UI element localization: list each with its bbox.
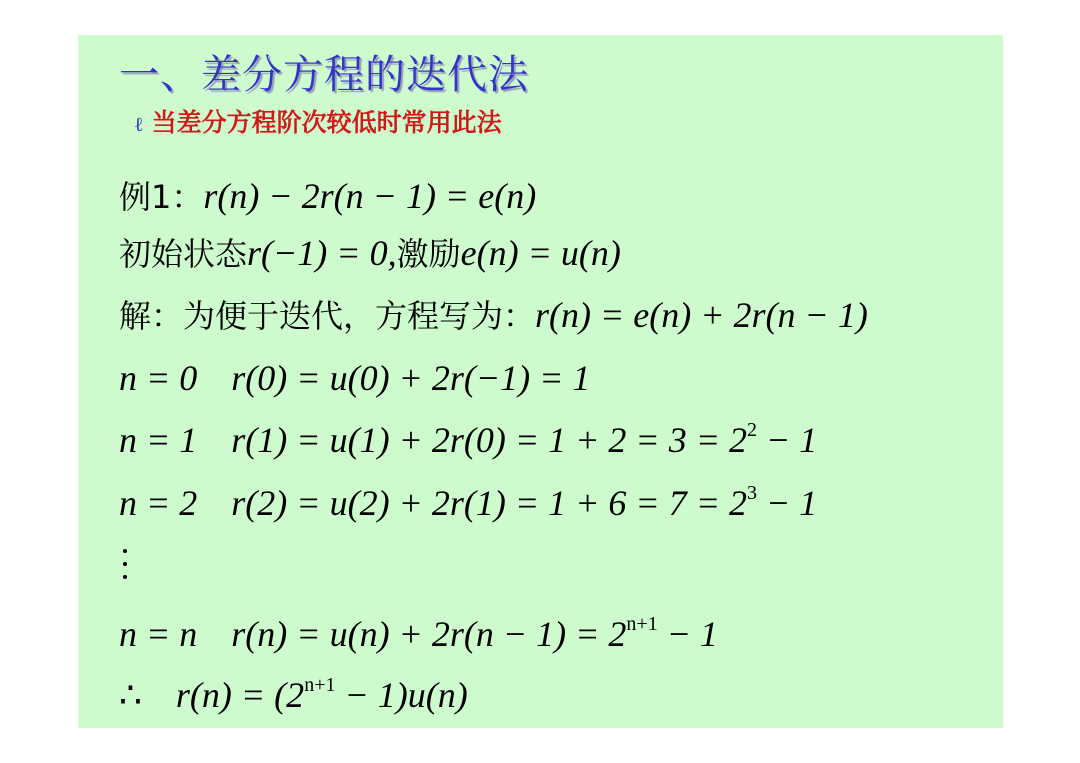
- conclusion-expr-a: r(n) = (2: [175, 675, 305, 715]
- excite-label: 激励: [396, 235, 461, 273]
- step-line-1: [119, 419, 818, 460]
- solution-equation: r(n) = e(n) + 2r(n − 1): [535, 295, 868, 335]
- example-equation: r(n) − 2r(n − 1) = e(n): [203, 176, 537, 216]
- step-line-2: [119, 482, 818, 523]
- slide-title: 一、差分方程的迭代法: [119, 52, 529, 98]
- bullet-icon: ℓ: [134, 112, 144, 136]
- step-line-0: [119, 360, 590, 396]
- step-n: n = 2: [119, 483, 198, 523]
- step-n: n = 1: [119, 420, 198, 460]
- step-exponent: 3: [747, 482, 758, 504]
- init-label: 初始状态: [119, 235, 248, 273]
- conclusion-expr-b: − 1)u(n): [335, 675, 468, 715]
- subtitle-text: 当差分方程阶次较低时常用此法: [151, 108, 502, 137]
- example-label: 例1：: [119, 178, 204, 216]
- subtitle-line: [134, 103, 502, 139]
- step-n: n = n: [119, 614, 198, 654]
- step-tail: − 1: [757, 420, 818, 460]
- step-expr: r(n) = u(n) + 2r(n − 1) = 2: [231, 614, 627, 654]
- step-exponent: 2: [747, 419, 758, 441]
- therefore-symbol: ∴: [119, 675, 142, 715]
- slide-panel: [78, 35, 1003, 728]
- conditions-line: [119, 235, 621, 271]
- step-line-3: [119, 613, 718, 654]
- step-expr: r(0) = u(0) + 2r(−1) = 1: [231, 358, 591, 398]
- conclusion-exponent: n+1: [304, 674, 336, 696]
- step-tail: − 1: [657, 614, 718, 654]
- vertical-ellipsis-icon: [122, 547, 128, 583]
- step-expr: r(2) = u(2) + 2r(1) = 1 + 6 = 7 = 2: [231, 483, 748, 523]
- step-n: n = 0: [119, 358, 198, 398]
- solution-label: 解：为便于迭代，方程写为：: [119, 297, 536, 335]
- init-value: r(−1) = 0,: [247, 233, 397, 273]
- solution-line: [119, 297, 868, 333]
- conclusion-line: [119, 674, 468, 715]
- excite-value: e(n) = u(n): [460, 233, 621, 273]
- step-expr: r(1) = u(1) + 2r(0) = 1 + 2 = 3 = 2: [231, 420, 748, 460]
- example-line: [119, 178, 536, 214]
- step-exponent: n+1: [626, 613, 658, 635]
- step-tail: − 1: [757, 483, 818, 523]
